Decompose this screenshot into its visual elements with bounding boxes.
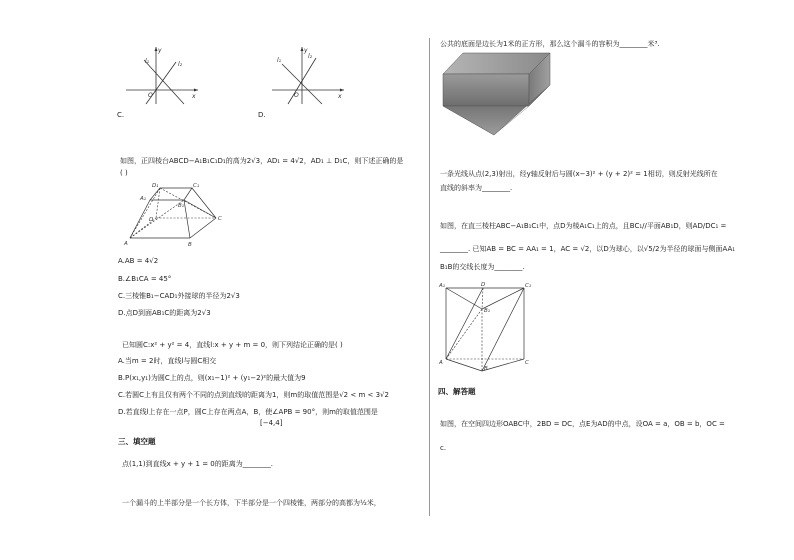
prism-label-a1: A₁	[439, 283, 445, 289]
prism-question-line3: B₁B的交线长度为________.	[440, 263, 525, 271]
distance-question: 点(1,1)到直线x + y + 1 = 0的距离为________.	[122, 460, 273, 468]
graph-d-l1-label: l₁	[277, 57, 282, 64]
circle-option-b: B.P(x₁,y₁)为圆C上的点，则(x₁−1)² + (y₁−2)²的最大值为9	[118, 374, 306, 382]
prism-label-b1: B₁	[484, 308, 490, 314]
frustum-question-paren: ( )	[120, 169, 128, 177]
light-question-line1: 一条光线从点(2,3)射出，经y轴反射后与圆(x−3)² + (y + 2)² = 1相切，则反射光线所在	[440, 170, 718, 178]
graph-d-option-letter: D.	[258, 111, 266, 119]
frustum-option-c: C.三棱锥B₁−CAD₁外接球的半径为2√3	[118, 292, 240, 300]
graph-d-l2-label: l₂	[308, 53, 313, 60]
graph-c-option-letter: C.	[117, 111, 125, 119]
funnel-question: 一个漏斗的上半部分是一个长方体，下半部分是一个四棱锥，两部分的高都为½米，	[122, 499, 381, 507]
prism-label-c: C	[525, 360, 529, 366]
graph-option-c	[118, 44, 202, 106]
light-question-line2: 直线的斜率为________.	[440, 184, 513, 192]
tetrahedron-question-line2: c.	[440, 444, 447, 452]
circle-option-d-range: [−4,4]	[260, 419, 283, 427]
graph-c-l2-label: l₂	[178, 61, 183, 68]
frustum-label-b1: B₁	[178, 203, 184, 209]
circle-option-d: D.若直线l上存在一点P，圆C上存在两点A，B，使∠APB = 90°，则m的取值范围是	[118, 408, 378, 416]
column-divider	[429, 38, 430, 516]
frustum-label-c: C	[218, 216, 222, 222]
graph-c-origin-label: O	[148, 92, 153, 99]
prism-question-line2: ________. 已知AB = BC = AA₁ = 1，AC = √2，以D为球心，以√5/2为半径的球面与侧面AA₁	[440, 245, 736, 253]
tetrahedron-question-line1: 如图，在空间四边形OABC中，2BD = DC，点E为AD的中点，设OA = a，OB = b，OC =	[440, 420, 725, 428]
frustum-option-b: B.∠B₁CA = 45°	[118, 275, 172, 283]
prism-label-c1: C₁	[525, 283, 532, 289]
graph-c-y-label: y	[158, 47, 162, 54]
graph-d-y-label: y	[304, 47, 308, 54]
frustum-label-c1: C₁	[193, 183, 200, 189]
graph-c-l1-label: l₁	[145, 58, 150, 65]
frustum-label-a1: A₁	[140, 196, 146, 202]
frustum-label-d1: D₁	[152, 183, 159, 189]
frustum-label-d: D	[149, 217, 154, 223]
graph-d-origin-label: O	[294, 92, 299, 99]
prism-label-a: A	[439, 360, 443, 366]
circle-option-a: A.当m = 2时，直线l与圆C相交	[118, 357, 217, 365]
funnel-question-continued: 公共的底面是边长为1米的正方形，那么这个漏斗的容积为________米³.	[440, 40, 660, 48]
prism-label-d: D	[481, 282, 486, 288]
section-answer-heading: 四、解答题	[438, 387, 476, 396]
frustum-figure	[118, 180, 228, 250]
frustum-option-d: D.点D到面AB₁C的距离为2√3	[118, 309, 211, 317]
circle-question-stem: 已知圆C:x² + y² = 4，直线l:x + y + m = 0，则下列结论正确的是( )	[122, 341, 343, 349]
frustum-label-b: B	[188, 242, 192, 248]
prism-label-b: B	[484, 366, 488, 372]
graph-c-x-label: x	[192, 93, 196, 100]
prism-question-line1: 如图，在直三棱柱ABC−A₁B₁C₁中，点D为棱A₁C₁上的点，且BC₁//平面AB₁D，则AD/DC₁ =	[440, 222, 727, 230]
circle-option-c: C.若圆C上有且仅有两个不同的点到直线l的距离为1，则m的取值范围是√2 < m < 3√2	[118, 391, 389, 399]
frustum-label-a: A	[124, 241, 128, 247]
graph-option-d	[264, 44, 348, 106]
section-fill-in-heading: 三、填空题	[118, 437, 156, 446]
prism-figure	[436, 279, 536, 373]
frustum-question-stem: 如图，正四棱台ABCD−A₁B₁C₁D₁的高为2√3，AD₁ = 4√2，AD₁ ⊥ D₁C，则下述正确的是	[120, 157, 404, 165]
graph-d-x-label: x	[338, 93, 342, 100]
frustum-option-a: A.AB = 4√2	[118, 257, 159, 265]
funnel-figure	[440, 51, 552, 137]
